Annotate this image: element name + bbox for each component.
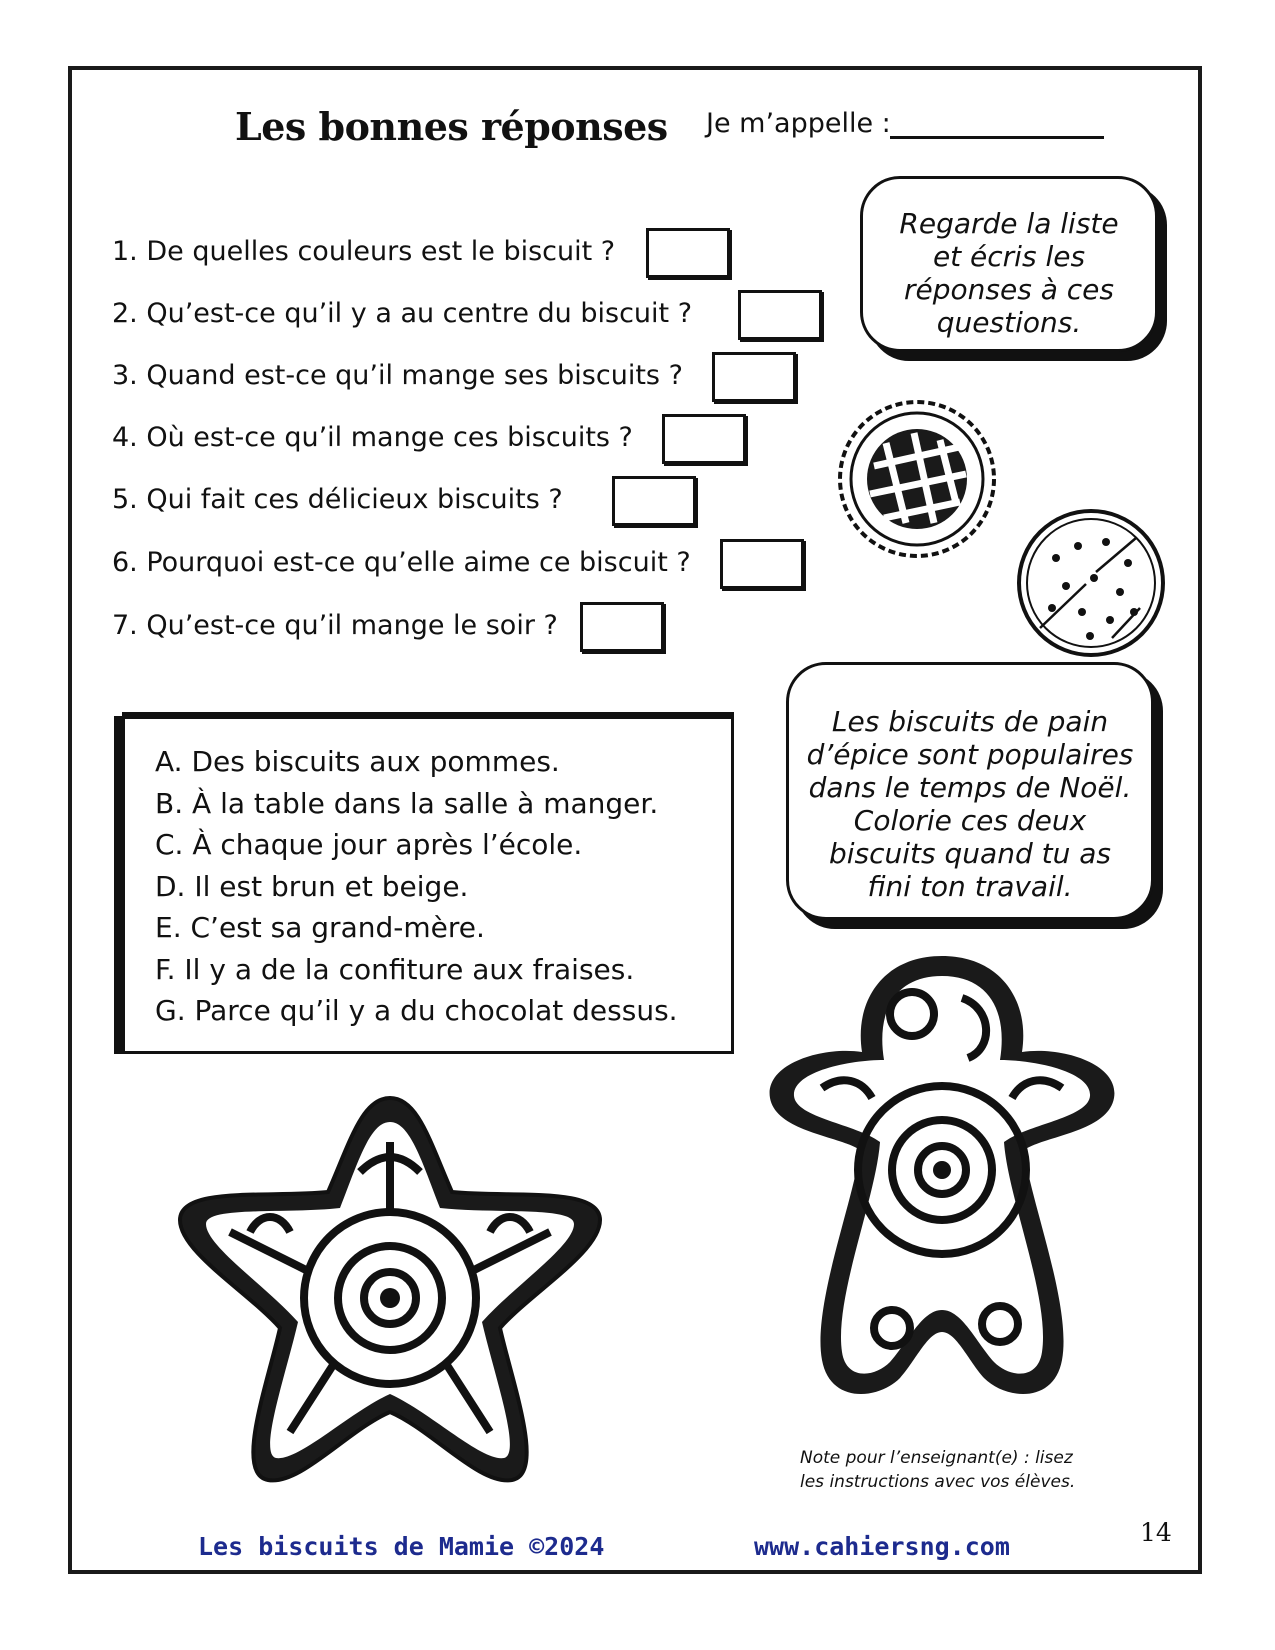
- option-b: B. À la table dans la salle à manger.: [155, 786, 659, 820]
- answer-options-box: [122, 716, 734, 1054]
- footer-title: Les biscuits de Mamie ©2024: [198, 1532, 605, 1561]
- instruction-line-2: et écris les: [932, 240, 1086, 273]
- page-title: Les bonnes réponses: [235, 104, 668, 149]
- name-line[interactable]: [890, 136, 1104, 139]
- question-4: 4. Où est-ce qu’il mange ces biscuits ?: [112, 422, 633, 453]
- footer-website-link[interactable]: www.cahiersng.com: [754, 1532, 1010, 1561]
- instruction-line-3: réponses à ces: [904, 273, 1114, 306]
- teacher-note: [800, 1446, 1075, 1494]
- coloring-line-6: fini ton travail.: [867, 870, 1073, 903]
- name-label: Je m’appelle :: [706, 108, 891, 139]
- star-biscuit-icon: [160, 1082, 620, 1502]
- answer-box-5[interactable]: [612, 476, 696, 526]
- question-2: 2. Qu’est-ce qu’il y a au centre du biscuit ?: [112, 298, 693, 329]
- option-e: E. C’est sa grand-mère.: [155, 911, 485, 944]
- page-number: 14: [1140, 1518, 1172, 1547]
- question-6: 6. Pourquoi est-ce qu’elle aime ce biscuit ?: [112, 547, 691, 578]
- answer-box-4[interactable]: [662, 414, 746, 464]
- answer-box-3[interactable]: [712, 352, 796, 402]
- option-d: D. Il est brun et beige.: [155, 869, 469, 903]
- coloring-line-3: dans le temps de Noël.: [808, 771, 1132, 804]
- coloring-line-1: Les biscuits de pain: [831, 705, 1109, 738]
- teacher-note-line-1: Note pour l’enseignant(e) : lisez: [800, 1448, 1073, 1468]
- answer-box-7[interactable]: [580, 602, 664, 652]
- coloring-line-5: biscuits quand tu as: [829, 837, 1111, 870]
- instruction-bubble: [860, 176, 1158, 352]
- option-f: F. Il y a de la confiture aux fraises.: [155, 952, 635, 986]
- question-3: 3. Quand est-ce qu’il mange ses biscuits ?: [112, 360, 683, 391]
- question-7: 7. Qu’est-ce qu’il mange le soir ?: [112, 610, 558, 641]
- option-g: G. Parce qu’il y a du chocolat dessus.: [155, 994, 678, 1027]
- coloring-bubble: [786, 662, 1154, 920]
- option-c: C. À chaque jour après l’école.: [155, 828, 583, 861]
- question-5: 5. Qui fait ces délicieux biscuits ?: [112, 484, 563, 515]
- instruction-line-1: Regarde la liste: [899, 207, 1119, 240]
- answer-box-2[interactable]: [738, 290, 822, 340]
- teacher-note-line-2: les instructions avec vos élèves.: [800, 1472, 1076, 1492]
- answer-box-6[interactable]: [720, 539, 804, 589]
- gingerbread-man-icon: [762, 948, 1122, 1408]
- instruction-line-4: questions.: [936, 306, 1082, 339]
- coloring-line-2: d’épice sont populaires: [806, 738, 1134, 771]
- jam-tart-biscuit-icon: [836, 398, 998, 560]
- answer-box-1[interactable]: [646, 228, 730, 278]
- chip-biscuit-icon: [1016, 508, 1166, 658]
- question-1: 1. De quelles couleurs est le biscuit ?: [112, 236, 616, 267]
- option-a: A. Des biscuits aux pommes.: [155, 745, 560, 778]
- coloring-line-4: Colorie ces deux: [853, 804, 1087, 837]
